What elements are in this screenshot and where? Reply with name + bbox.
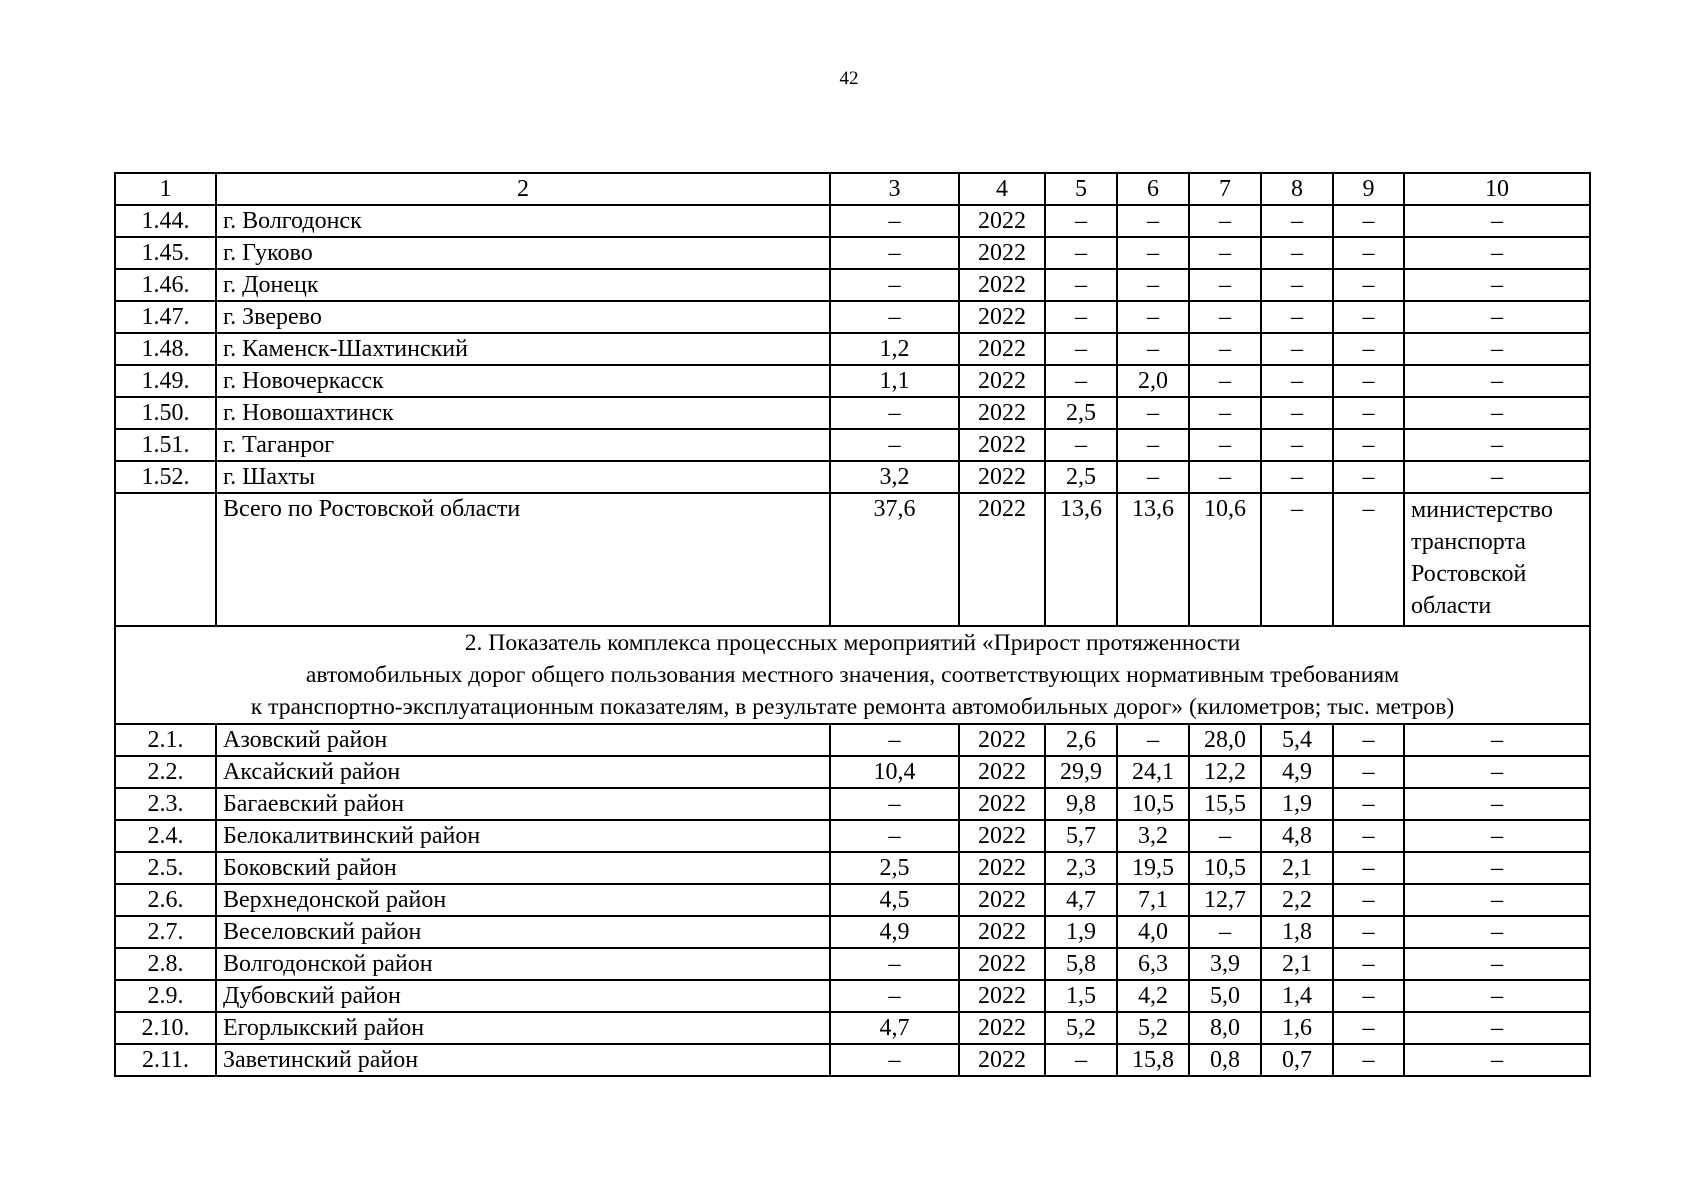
value-col-7: – <box>1189 205 1261 237</box>
value-col-6: 19,5 <box>1117 852 1189 884</box>
year-col-4: 2022 <box>959 724 1045 756</box>
value-col-3: – <box>830 269 959 301</box>
row-number: 1.44. <box>115 205 216 237</box>
value-col-9: – <box>1333 365 1404 397</box>
row-number: 2.9. <box>115 980 216 1012</box>
row-number: 1.51. <box>115 429 216 461</box>
row-number: 2.10. <box>115 1012 216 1044</box>
value-col-9: – <box>1333 788 1404 820</box>
value-col-7: 8,0 <box>1189 1012 1261 1044</box>
value-col-7: – <box>1189 916 1261 948</box>
responsible-col-10: – <box>1404 916 1590 948</box>
responsible-col-10: – <box>1404 852 1590 884</box>
value-col-6: 4,0 <box>1117 916 1189 948</box>
value-col-8: – <box>1261 205 1333 237</box>
header-cell: 10 <box>1404 173 1590 205</box>
responsible-col-10: – <box>1404 397 1590 429</box>
year-col-4: 2022 <box>959 788 1045 820</box>
value-col-9: – <box>1333 237 1404 269</box>
row-number: 1.45. <box>115 237 216 269</box>
value-col-5: 9,8 <box>1045 788 1117 820</box>
value-col-7: – <box>1189 397 1261 429</box>
table-row <box>115 788 1590 820</box>
value-col-3: 1,2 <box>830 333 959 365</box>
year-col-4: 2022 <box>959 237 1045 269</box>
value-col-8: – <box>1261 365 1333 397</box>
responsible-col-10: – <box>1404 365 1590 397</box>
table-row <box>115 724 1590 756</box>
value-col-5: – <box>1045 333 1117 365</box>
value-col-7: – <box>1189 237 1261 269</box>
value-col-9: – <box>1333 301 1404 333</box>
territory-name: Дубовский район <box>216 980 830 1012</box>
value-col-5: – <box>1045 1044 1117 1076</box>
year-col-4: 2022 <box>959 205 1045 237</box>
year-col-4: 2022 <box>959 429 1045 461</box>
header-cell: 6 <box>1117 173 1189 205</box>
table-row <box>115 365 1590 397</box>
total-label: Всего по Ростовской области <box>216 493 830 626</box>
value-col-3: 4,7 <box>830 1012 959 1044</box>
value-col-3: 1,1 <box>830 365 959 397</box>
value-col-8: – <box>1261 333 1333 365</box>
value-col-5: 1,9 <box>1045 916 1117 948</box>
territory-name: г. Каменск-Шахтинский <box>216 333 830 365</box>
year-col-4: 2022 <box>959 365 1045 397</box>
year-col-4: 2022 <box>959 1044 1045 1076</box>
value-col-8: 2,1 <box>1261 852 1333 884</box>
year-col-4: 2022 <box>959 852 1045 884</box>
value-col-5: 5,2 <box>1045 1012 1117 1044</box>
value-col-7: 28,0 <box>1189 724 1261 756</box>
year-col-4: 2022 <box>959 756 1045 788</box>
value-col-7: 12,2 <box>1189 756 1261 788</box>
value-col-6: 5,2 <box>1117 1012 1189 1044</box>
table-body <box>115 173 1590 1076</box>
value-col-6: 6,3 <box>1117 948 1189 980</box>
value-col-9: – <box>1333 852 1404 884</box>
table-row <box>115 852 1590 884</box>
responsible-col-10: – <box>1404 429 1590 461</box>
table-row <box>115 948 1590 980</box>
value-col-7: – <box>1189 429 1261 461</box>
value-col-7: – <box>1189 365 1261 397</box>
value-col-9: – <box>1333 461 1404 493</box>
value-col-8: – <box>1261 237 1333 269</box>
territory-name: Багаевский район <box>216 788 830 820</box>
table-row <box>115 301 1590 333</box>
value-col-6: 7,1 <box>1117 884 1189 916</box>
value-col-6: 3,2 <box>1117 820 1189 852</box>
year-col-4: 2022 <box>959 1012 1045 1044</box>
value-col-9: – <box>1333 1012 1404 1044</box>
value-col-5: – <box>1045 301 1117 333</box>
value-col-9: – <box>1333 1044 1404 1076</box>
total-year-col-4: 2022 <box>959 493 1045 626</box>
value-col-3: – <box>830 724 959 756</box>
responsible-col-10: – <box>1404 1044 1590 1076</box>
row-number: 1.49. <box>115 365 216 397</box>
value-col-8: 2,1 <box>1261 948 1333 980</box>
value-col-6: – <box>1117 429 1189 461</box>
row-number: 1.48. <box>115 333 216 365</box>
row-number: 2.5. <box>115 852 216 884</box>
value-col-3: – <box>830 788 959 820</box>
year-col-4: 2022 <box>959 333 1045 365</box>
value-col-9: – <box>1333 980 1404 1012</box>
value-col-7: 3,9 <box>1189 948 1261 980</box>
value-col-8: – <box>1261 461 1333 493</box>
header-cell: 9 <box>1333 173 1404 205</box>
table-row <box>115 237 1590 269</box>
responsible-col-10: – <box>1404 301 1590 333</box>
value-col-3: – <box>830 397 959 429</box>
responsible-col-10: – <box>1404 788 1590 820</box>
total-value-col-9: – <box>1333 493 1404 626</box>
table-row <box>115 1044 1590 1076</box>
value-col-3: – <box>830 948 959 980</box>
value-col-3: 10,4 <box>830 756 959 788</box>
year-col-4: 2022 <box>959 269 1045 301</box>
territory-name: г. Новочеркасск <box>216 365 830 397</box>
table-row <box>115 756 1590 788</box>
value-col-7: – <box>1189 269 1261 301</box>
value-col-5: – <box>1045 237 1117 269</box>
territory-name: Азовский район <box>216 724 830 756</box>
value-col-5: – <box>1045 429 1117 461</box>
header-cell: 5 <box>1045 173 1117 205</box>
year-col-4: 2022 <box>959 301 1045 333</box>
table-row <box>115 884 1590 916</box>
row-number: 2.6. <box>115 884 216 916</box>
value-col-5: – <box>1045 269 1117 301</box>
row-number: 2.8. <box>115 948 216 980</box>
responsible-col-10: – <box>1404 884 1590 916</box>
territory-name: Егорлыкский район <box>216 1012 830 1044</box>
table-row <box>115 1012 1590 1044</box>
row-number: 2.2. <box>115 756 216 788</box>
value-col-9: – <box>1333 429 1404 461</box>
year-col-4: 2022 <box>959 820 1045 852</box>
value-col-7: – <box>1189 301 1261 333</box>
responsible-col-10: – <box>1404 461 1590 493</box>
territory-name: г. Новошахтинск <box>216 397 830 429</box>
row-number: 1.47. <box>115 301 216 333</box>
value-col-5: 29,9 <box>1045 756 1117 788</box>
territory-name: г. Донецк <box>216 269 830 301</box>
table-row <box>115 980 1590 1012</box>
section-title-row <box>115 626 1590 724</box>
value-col-6: – <box>1117 237 1189 269</box>
value-col-6: – <box>1117 724 1189 756</box>
total-value-col-3: 37,6 <box>830 493 959 626</box>
value-col-8: – <box>1261 429 1333 461</box>
year-col-4: 2022 <box>959 461 1045 493</box>
value-col-3: 2,5 <box>830 852 959 884</box>
responsible-col-10: – <box>1404 333 1590 365</box>
value-col-3: 3,2 <box>830 461 959 493</box>
value-col-6: 2,0 <box>1117 365 1189 397</box>
value-col-8: 2,2 <box>1261 884 1333 916</box>
responsible-col-10: – <box>1404 756 1590 788</box>
header-cell: 2 <box>216 173 830 205</box>
row-number: 2.4. <box>115 820 216 852</box>
value-col-5: 2,6 <box>1045 724 1117 756</box>
year-col-4: 2022 <box>959 884 1045 916</box>
value-col-7: 15,5 <box>1189 788 1261 820</box>
header-cell: 8 <box>1261 173 1333 205</box>
responsible-col-10: – <box>1404 269 1590 301</box>
value-col-9: – <box>1333 948 1404 980</box>
territory-name: Белокалитвинский район <box>216 820 830 852</box>
section-2-title <box>115 626 1590 724</box>
total-value-col-7: 10,6 <box>1189 493 1261 626</box>
total-row-number <box>115 493 216 626</box>
value-col-3: – <box>830 820 959 852</box>
value-col-5: 4,7 <box>1045 884 1117 916</box>
value-col-7: 12,7 <box>1189 884 1261 916</box>
value-col-9: – <box>1333 269 1404 301</box>
header-cell: 1 <box>115 173 216 205</box>
indicator-table <box>114 172 1591 1077</box>
value-col-3: – <box>830 429 959 461</box>
value-col-3: – <box>830 301 959 333</box>
value-col-3: – <box>830 980 959 1012</box>
table-row <box>115 429 1590 461</box>
value-col-5: 2,3 <box>1045 852 1117 884</box>
value-col-8: 1,9 <box>1261 788 1333 820</box>
value-col-5: 5,8 <box>1045 948 1117 980</box>
responsible-col-10: – <box>1404 724 1590 756</box>
value-col-5: 2,5 <box>1045 461 1117 493</box>
value-col-5: 1,5 <box>1045 980 1117 1012</box>
header-cell: 7 <box>1189 173 1261 205</box>
total-row <box>115 493 1590 626</box>
total-value-col-5: 13,6 <box>1045 493 1117 626</box>
table-row <box>115 205 1590 237</box>
section-title-line: к транспортно-эксплуатационным показателям, в результате ремонта автомобильных дорог» (километров; тыс. метров) <box>250 694 1455 720</box>
table-row <box>115 461 1590 493</box>
value-col-6: – <box>1117 461 1189 493</box>
header-row <box>115 173 1590 205</box>
value-col-5: – <box>1045 205 1117 237</box>
responsible-col-10: – <box>1404 820 1590 852</box>
table-row <box>115 397 1590 429</box>
value-col-9: – <box>1333 820 1404 852</box>
value-col-7: – <box>1189 820 1261 852</box>
value-col-8: 5,4 <box>1261 724 1333 756</box>
section-title-line: 2. Показатель комплекса процессных мероприятий «Прирост протяженности <box>464 630 1241 656</box>
value-col-9: – <box>1333 397 1404 429</box>
year-col-4: 2022 <box>959 980 1045 1012</box>
value-col-5: 2,5 <box>1045 397 1117 429</box>
territory-name: г. Гуково <box>216 237 830 269</box>
responsible-ministry: министерство транспорта Ростовской области <box>1404 493 1590 626</box>
value-col-6: – <box>1117 333 1189 365</box>
value-col-8: 4,9 <box>1261 756 1333 788</box>
header-cell: 4 <box>959 173 1045 205</box>
header-cell: 3 <box>830 173 959 205</box>
value-col-8: 1,8 <box>1261 916 1333 948</box>
value-col-7: – <box>1189 461 1261 493</box>
responsible-col-10: – <box>1404 948 1590 980</box>
value-col-6: 4,2 <box>1117 980 1189 1012</box>
value-col-8: – <box>1261 269 1333 301</box>
territory-name: Заветинский район <box>216 1044 830 1076</box>
value-col-8: 0,7 <box>1261 1044 1333 1076</box>
value-col-3: – <box>830 237 959 269</box>
territory-name: г. Волгодонск <box>216 205 830 237</box>
table-row <box>115 916 1590 948</box>
responsible-col-10: – <box>1404 205 1590 237</box>
total-value-col-8: – <box>1261 493 1333 626</box>
responsible-col-10: – <box>1404 237 1590 269</box>
value-col-3: 4,9 <box>830 916 959 948</box>
value-col-9: – <box>1333 724 1404 756</box>
row-number: 1.46. <box>115 269 216 301</box>
value-col-7: 10,5 <box>1189 852 1261 884</box>
table-row <box>115 820 1590 852</box>
value-col-9: – <box>1333 205 1404 237</box>
row-number: 2.3. <box>115 788 216 820</box>
territory-name: Боковский район <box>216 852 830 884</box>
territory-name: г. Шахты <box>216 461 830 493</box>
row-number: 2.1. <box>115 724 216 756</box>
value-col-6: – <box>1117 301 1189 333</box>
value-col-9: – <box>1333 916 1404 948</box>
territory-name: Веселовский район <box>216 916 830 948</box>
value-col-3: – <box>830 205 959 237</box>
page-number: 42 <box>839 68 859 89</box>
territory-name: г. Зверево <box>216 301 830 333</box>
value-col-9: – <box>1333 884 1404 916</box>
territory-name: Верхнедонской район <box>216 884 830 916</box>
row-number: 2.7. <box>115 916 216 948</box>
value-col-8: 4,8 <box>1261 820 1333 852</box>
table-row <box>115 269 1590 301</box>
value-col-5: – <box>1045 365 1117 397</box>
value-col-7: – <box>1189 333 1261 365</box>
value-col-6: – <box>1117 397 1189 429</box>
value-col-8: 1,4 <box>1261 980 1333 1012</box>
table-row <box>115 333 1590 365</box>
year-col-4: 2022 <box>959 397 1045 429</box>
value-col-6: 10,5 <box>1117 788 1189 820</box>
value-col-7: 0,8 <box>1189 1044 1261 1076</box>
section-title-line: автомобильных дорог общего пользования местного значения, соответствующих нормативным требованиям <box>305 662 1400 688</box>
value-col-6: 15,8 <box>1117 1044 1189 1076</box>
value-col-5: 5,7 <box>1045 820 1117 852</box>
value-col-7: 5,0 <box>1189 980 1261 1012</box>
value-col-8: 1,6 <box>1261 1012 1333 1044</box>
value-col-9: – <box>1333 333 1404 365</box>
responsible-col-10: – <box>1404 980 1590 1012</box>
responsible-col-10: – <box>1404 1012 1590 1044</box>
year-col-4: 2022 <box>959 916 1045 948</box>
total-value-col-6: 13,6 <box>1117 493 1189 626</box>
territory-name: г. Таганрог <box>216 429 830 461</box>
territory-name: Волгодонской район <box>216 948 830 980</box>
value-col-3: – <box>830 1044 959 1076</box>
value-col-6: 24,1 <box>1117 756 1189 788</box>
value-col-8: – <box>1261 301 1333 333</box>
value-col-9: – <box>1333 756 1404 788</box>
value-col-6: – <box>1117 205 1189 237</box>
value-col-3: 4,5 <box>830 884 959 916</box>
value-col-8: – <box>1261 397 1333 429</box>
year-col-4: 2022 <box>959 948 1045 980</box>
row-number: 1.52. <box>115 461 216 493</box>
row-number: 1.50. <box>115 397 216 429</box>
row-number: 2.11. <box>115 1044 216 1076</box>
value-col-6: – <box>1117 269 1189 301</box>
territory-name: Аксайский район <box>216 756 830 788</box>
